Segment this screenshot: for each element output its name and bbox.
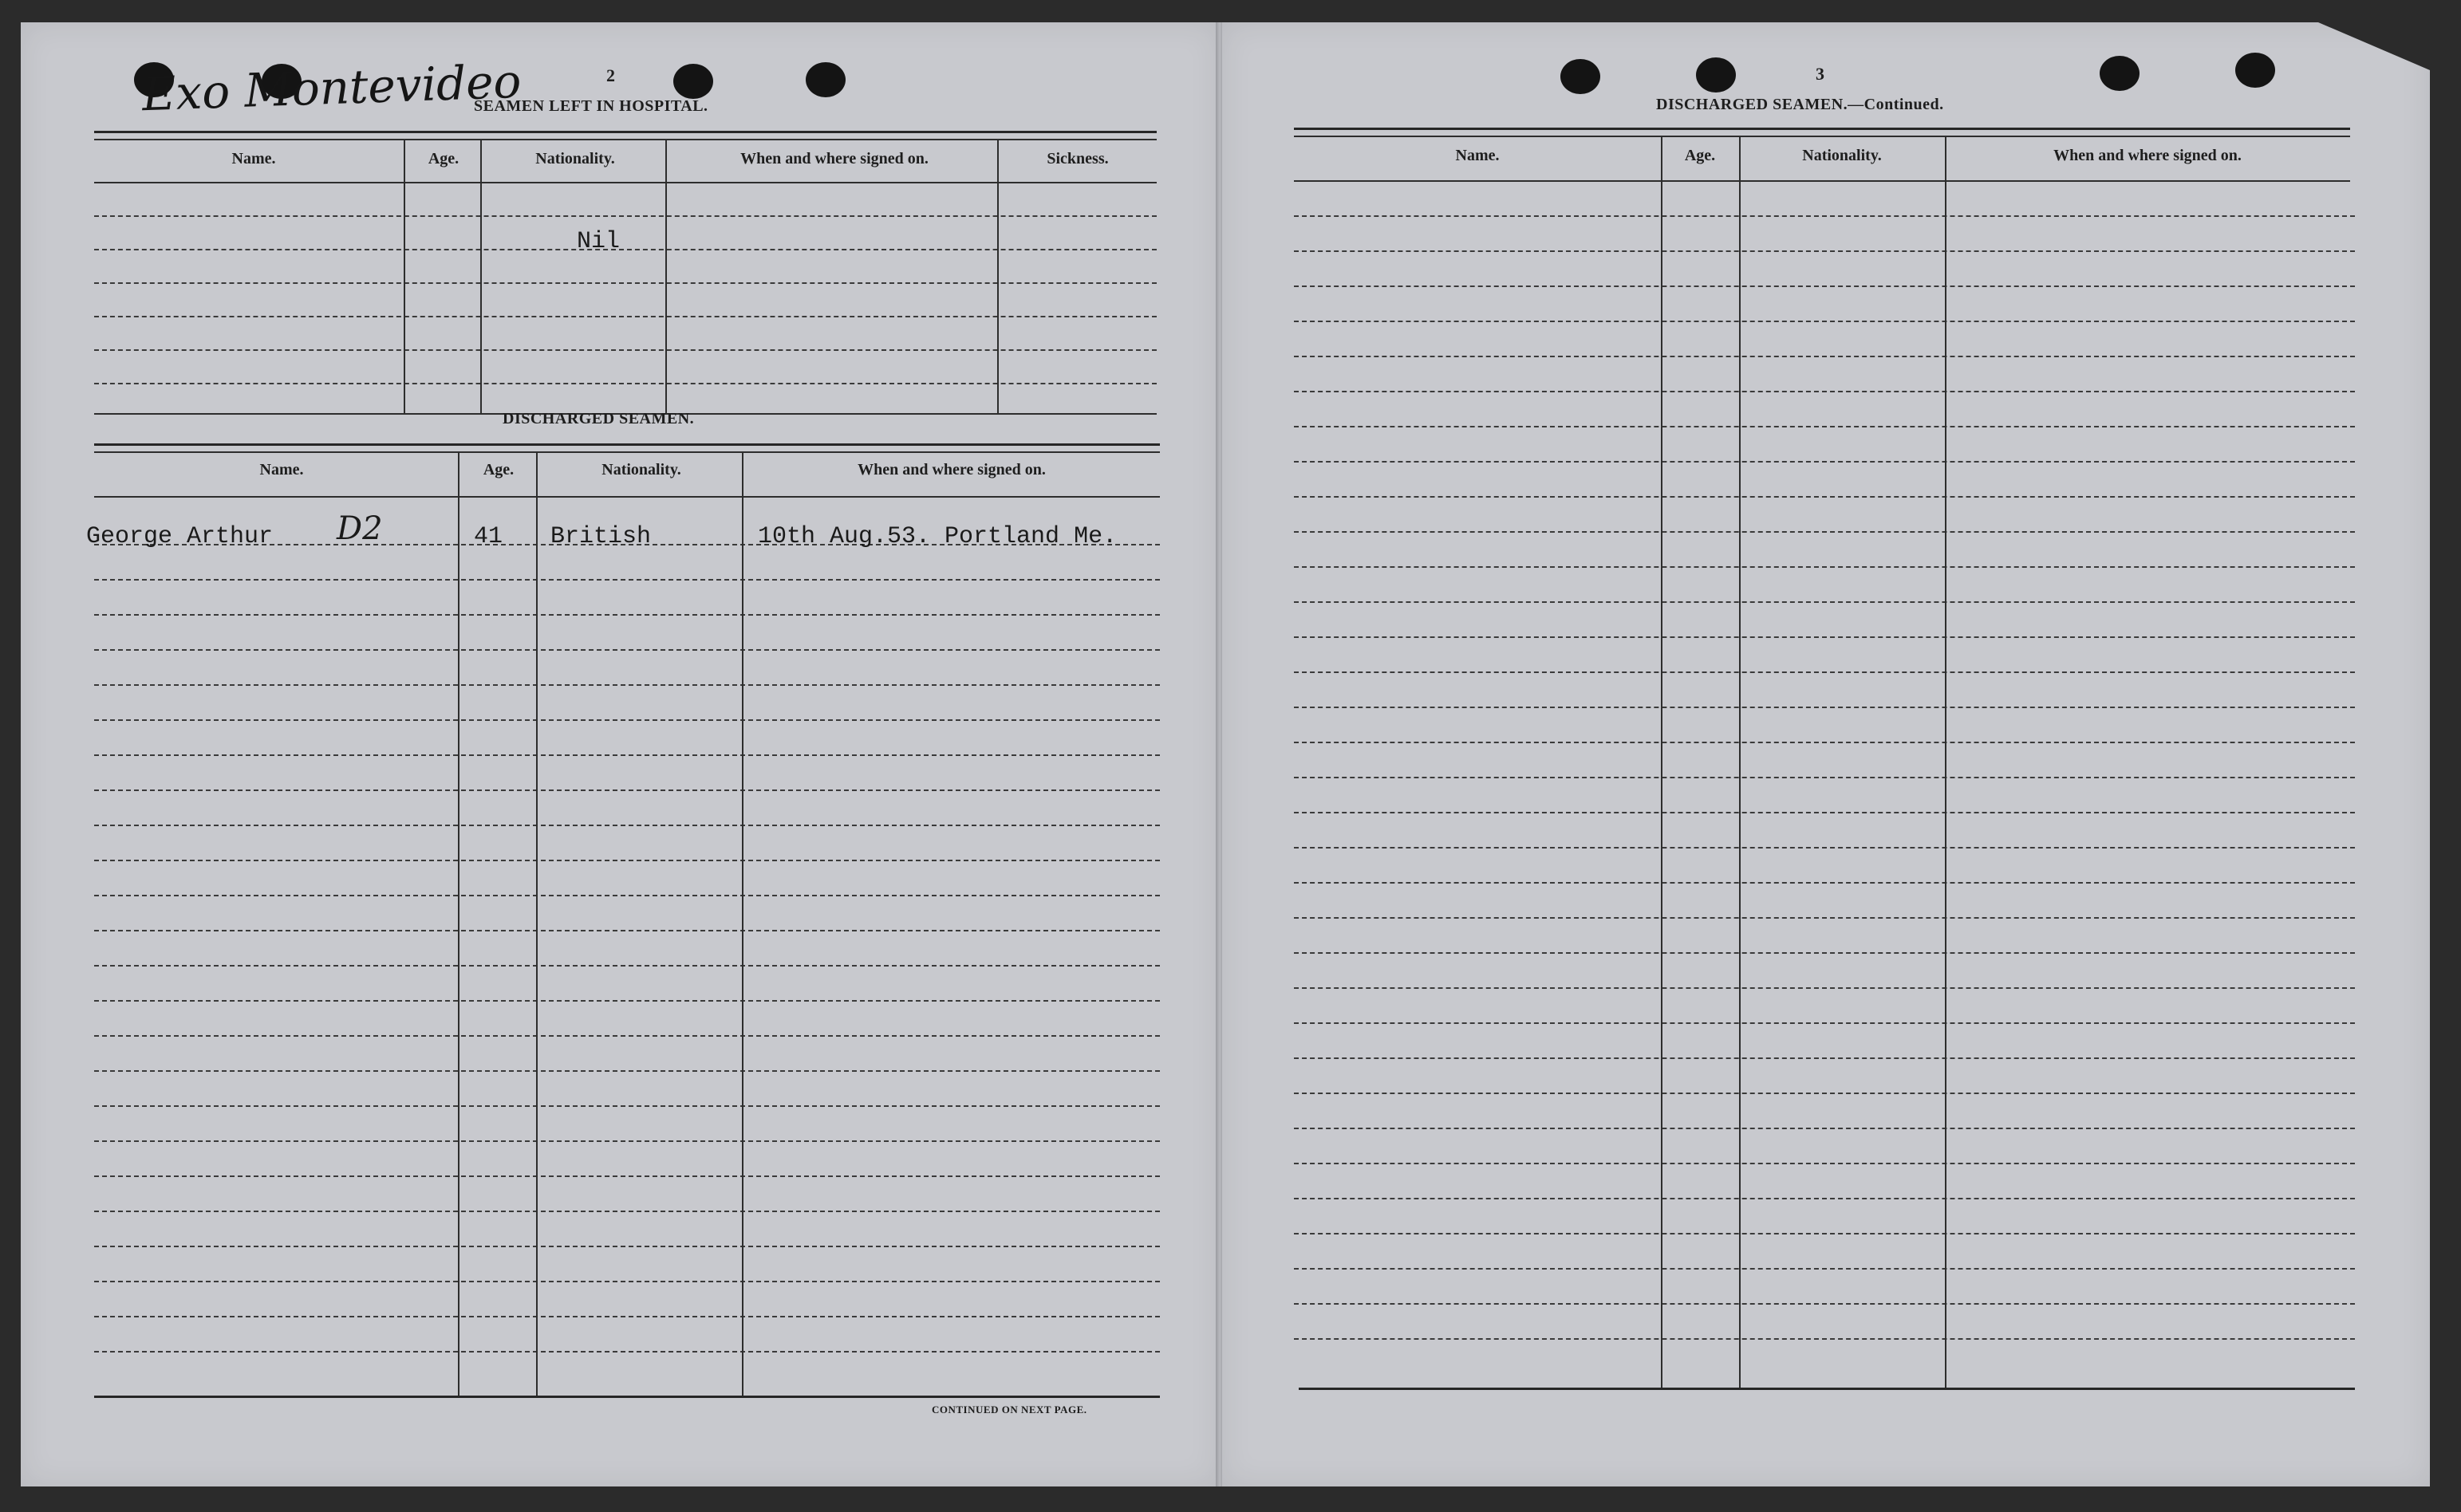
discharged-col-nationality: Nationality. xyxy=(601,461,681,478)
dotted-row-line xyxy=(1294,1057,2355,1059)
seaman-signed-on: 10th Aug.53. Portland Me. xyxy=(758,523,1118,550)
table-rule xyxy=(94,451,1160,453)
hospital-entry: Nil xyxy=(577,228,621,255)
dotted-row-line xyxy=(1294,566,2355,568)
dotted-row-line xyxy=(94,1246,1160,1247)
dotted-row-line xyxy=(94,1281,1160,1282)
dotted-row-line xyxy=(1294,707,2355,708)
hospital-col-sickness: Sickness. xyxy=(1047,150,1109,167)
hospital-section-title: SEAMEN LEFT IN HOSPITAL. xyxy=(474,97,708,115)
punch-hole xyxy=(1696,57,1736,93)
dotted-row-line xyxy=(1294,1163,2355,1164)
seaman-name: George Arthur xyxy=(86,523,274,550)
seaman-nationality: British xyxy=(550,523,652,550)
dotted-row-line xyxy=(1294,952,2355,954)
dotted-row-line xyxy=(1294,1338,2355,1340)
dotted-row-line xyxy=(1294,812,2355,813)
discharged-section-title: DISCHARGED SEAMEN. xyxy=(503,410,695,427)
column-divider xyxy=(1945,136,1946,1388)
dotted-row-line xyxy=(1294,1093,2355,1094)
handwritten-port-note: Exo Montevideo xyxy=(140,53,523,122)
column-divider xyxy=(536,451,538,1396)
punch-hole xyxy=(1560,59,1600,94)
dotted-row-line xyxy=(1294,285,2355,287)
dotted-row-line xyxy=(1294,671,2355,673)
dotted-row-line xyxy=(1294,636,2355,638)
dotted-row-line xyxy=(1294,1198,2355,1199)
dotted-row-line xyxy=(1294,601,2355,603)
dotted-row-line xyxy=(94,1035,1160,1037)
table-rule xyxy=(1294,128,2350,130)
dotted-row-line xyxy=(1294,1303,2355,1305)
dotted-row-line xyxy=(1294,391,2355,392)
dotted-row-line xyxy=(94,1175,1160,1177)
dotted-row-line xyxy=(94,895,1160,896)
dotted-row-line xyxy=(1294,1233,2355,1234)
dotted-row-line xyxy=(1294,1022,2355,1024)
table-rule xyxy=(1299,1388,2355,1390)
table-rule xyxy=(94,496,1160,498)
dotted-row-line xyxy=(1294,1128,2355,1129)
dotted-row-line xyxy=(1294,1268,2355,1270)
dotted-row-line xyxy=(94,1000,1160,1002)
dotted-row-line xyxy=(1294,847,2355,849)
right-page xyxy=(1222,22,2430,1486)
table-rule xyxy=(1294,136,2350,137)
seaman-age: 41 xyxy=(474,523,503,550)
dotted-row-line xyxy=(1294,531,2355,533)
torn-corner xyxy=(2318,22,2430,70)
dotted-row-line xyxy=(94,754,1160,756)
handwritten-discharge-mark: D2 xyxy=(337,510,383,547)
column-divider xyxy=(665,139,667,413)
dotted-row-line xyxy=(1294,461,2355,463)
dotted-row-line xyxy=(1294,215,2355,217)
column-divider xyxy=(742,451,743,1396)
continued-col-age: Age. xyxy=(1684,147,1716,164)
dotted-row-line xyxy=(1294,777,2355,778)
dotted-row-line xyxy=(94,719,1160,721)
dotted-row-line xyxy=(94,649,1160,651)
continued-col-name: Name. xyxy=(1455,147,1500,164)
dotted-row-line xyxy=(94,1351,1160,1353)
dotted-row-line xyxy=(1294,917,2355,919)
dotted-row-line xyxy=(1294,356,2355,357)
hospital-col-name: Name. xyxy=(231,150,276,167)
dotted-row-line xyxy=(94,1211,1160,1212)
punch-hole xyxy=(2235,53,2275,88)
punch-hole xyxy=(2100,56,2140,91)
discharged-col-name: Name. xyxy=(259,461,304,478)
dotted-row-line xyxy=(94,1105,1160,1107)
column-divider xyxy=(997,139,999,413)
column-divider xyxy=(1661,136,1662,1388)
column-divider xyxy=(480,139,482,413)
dotted-row-line xyxy=(94,825,1160,826)
dotted-row-line xyxy=(1294,882,2355,884)
dotted-row-line xyxy=(94,789,1160,791)
dotted-row-line xyxy=(94,930,1160,931)
punch-hole xyxy=(673,64,713,99)
column-divider xyxy=(1739,136,1741,1388)
column-divider xyxy=(404,139,405,413)
table-rule xyxy=(94,1396,1160,1398)
dotted-row-line xyxy=(1294,250,2355,252)
page-number-right: 3 xyxy=(1816,64,1824,84)
dotted-row-line xyxy=(94,579,1160,581)
dotted-row-line xyxy=(1294,742,2355,743)
table-rule xyxy=(94,131,1157,133)
dotted-row-line xyxy=(94,684,1160,686)
dotted-row-line xyxy=(1294,321,2355,322)
hospital-col-signed-on: When and where signed on. xyxy=(740,150,929,167)
continued-col-nationality: Nationality. xyxy=(1802,147,1882,164)
continued-note: CONTINUED ON NEXT PAGE. xyxy=(932,1404,1087,1416)
hospital-col-nationality: Nationality. xyxy=(535,150,615,167)
dotted-row-line xyxy=(1294,426,2355,427)
dotted-row-line xyxy=(94,1316,1160,1317)
dotted-row-line xyxy=(94,1070,1160,1072)
page-number-left: 2 xyxy=(606,65,615,85)
dotted-row-line xyxy=(94,1140,1160,1142)
left-page xyxy=(21,22,1219,1486)
continued-section-title: DISCHARGED SEAMEN.—Continued. xyxy=(1656,96,1944,113)
continued-col-signed-on: When and where signed on. xyxy=(2053,147,2242,164)
dotted-row-line xyxy=(1294,496,2355,498)
punch-hole xyxy=(806,62,846,97)
hospital-col-age: Age. xyxy=(428,150,459,167)
table-rule xyxy=(1294,180,2350,182)
dotted-row-line xyxy=(1294,987,2355,989)
dotted-row-line xyxy=(94,965,1160,967)
discharged-col-age: Age. xyxy=(483,461,515,478)
column-divider xyxy=(458,451,459,1396)
dotted-row-line xyxy=(94,860,1160,861)
discharged-col-signed-on: When and where signed on. xyxy=(858,461,1046,478)
table-rule xyxy=(94,443,1160,446)
dotted-row-line xyxy=(94,614,1160,616)
